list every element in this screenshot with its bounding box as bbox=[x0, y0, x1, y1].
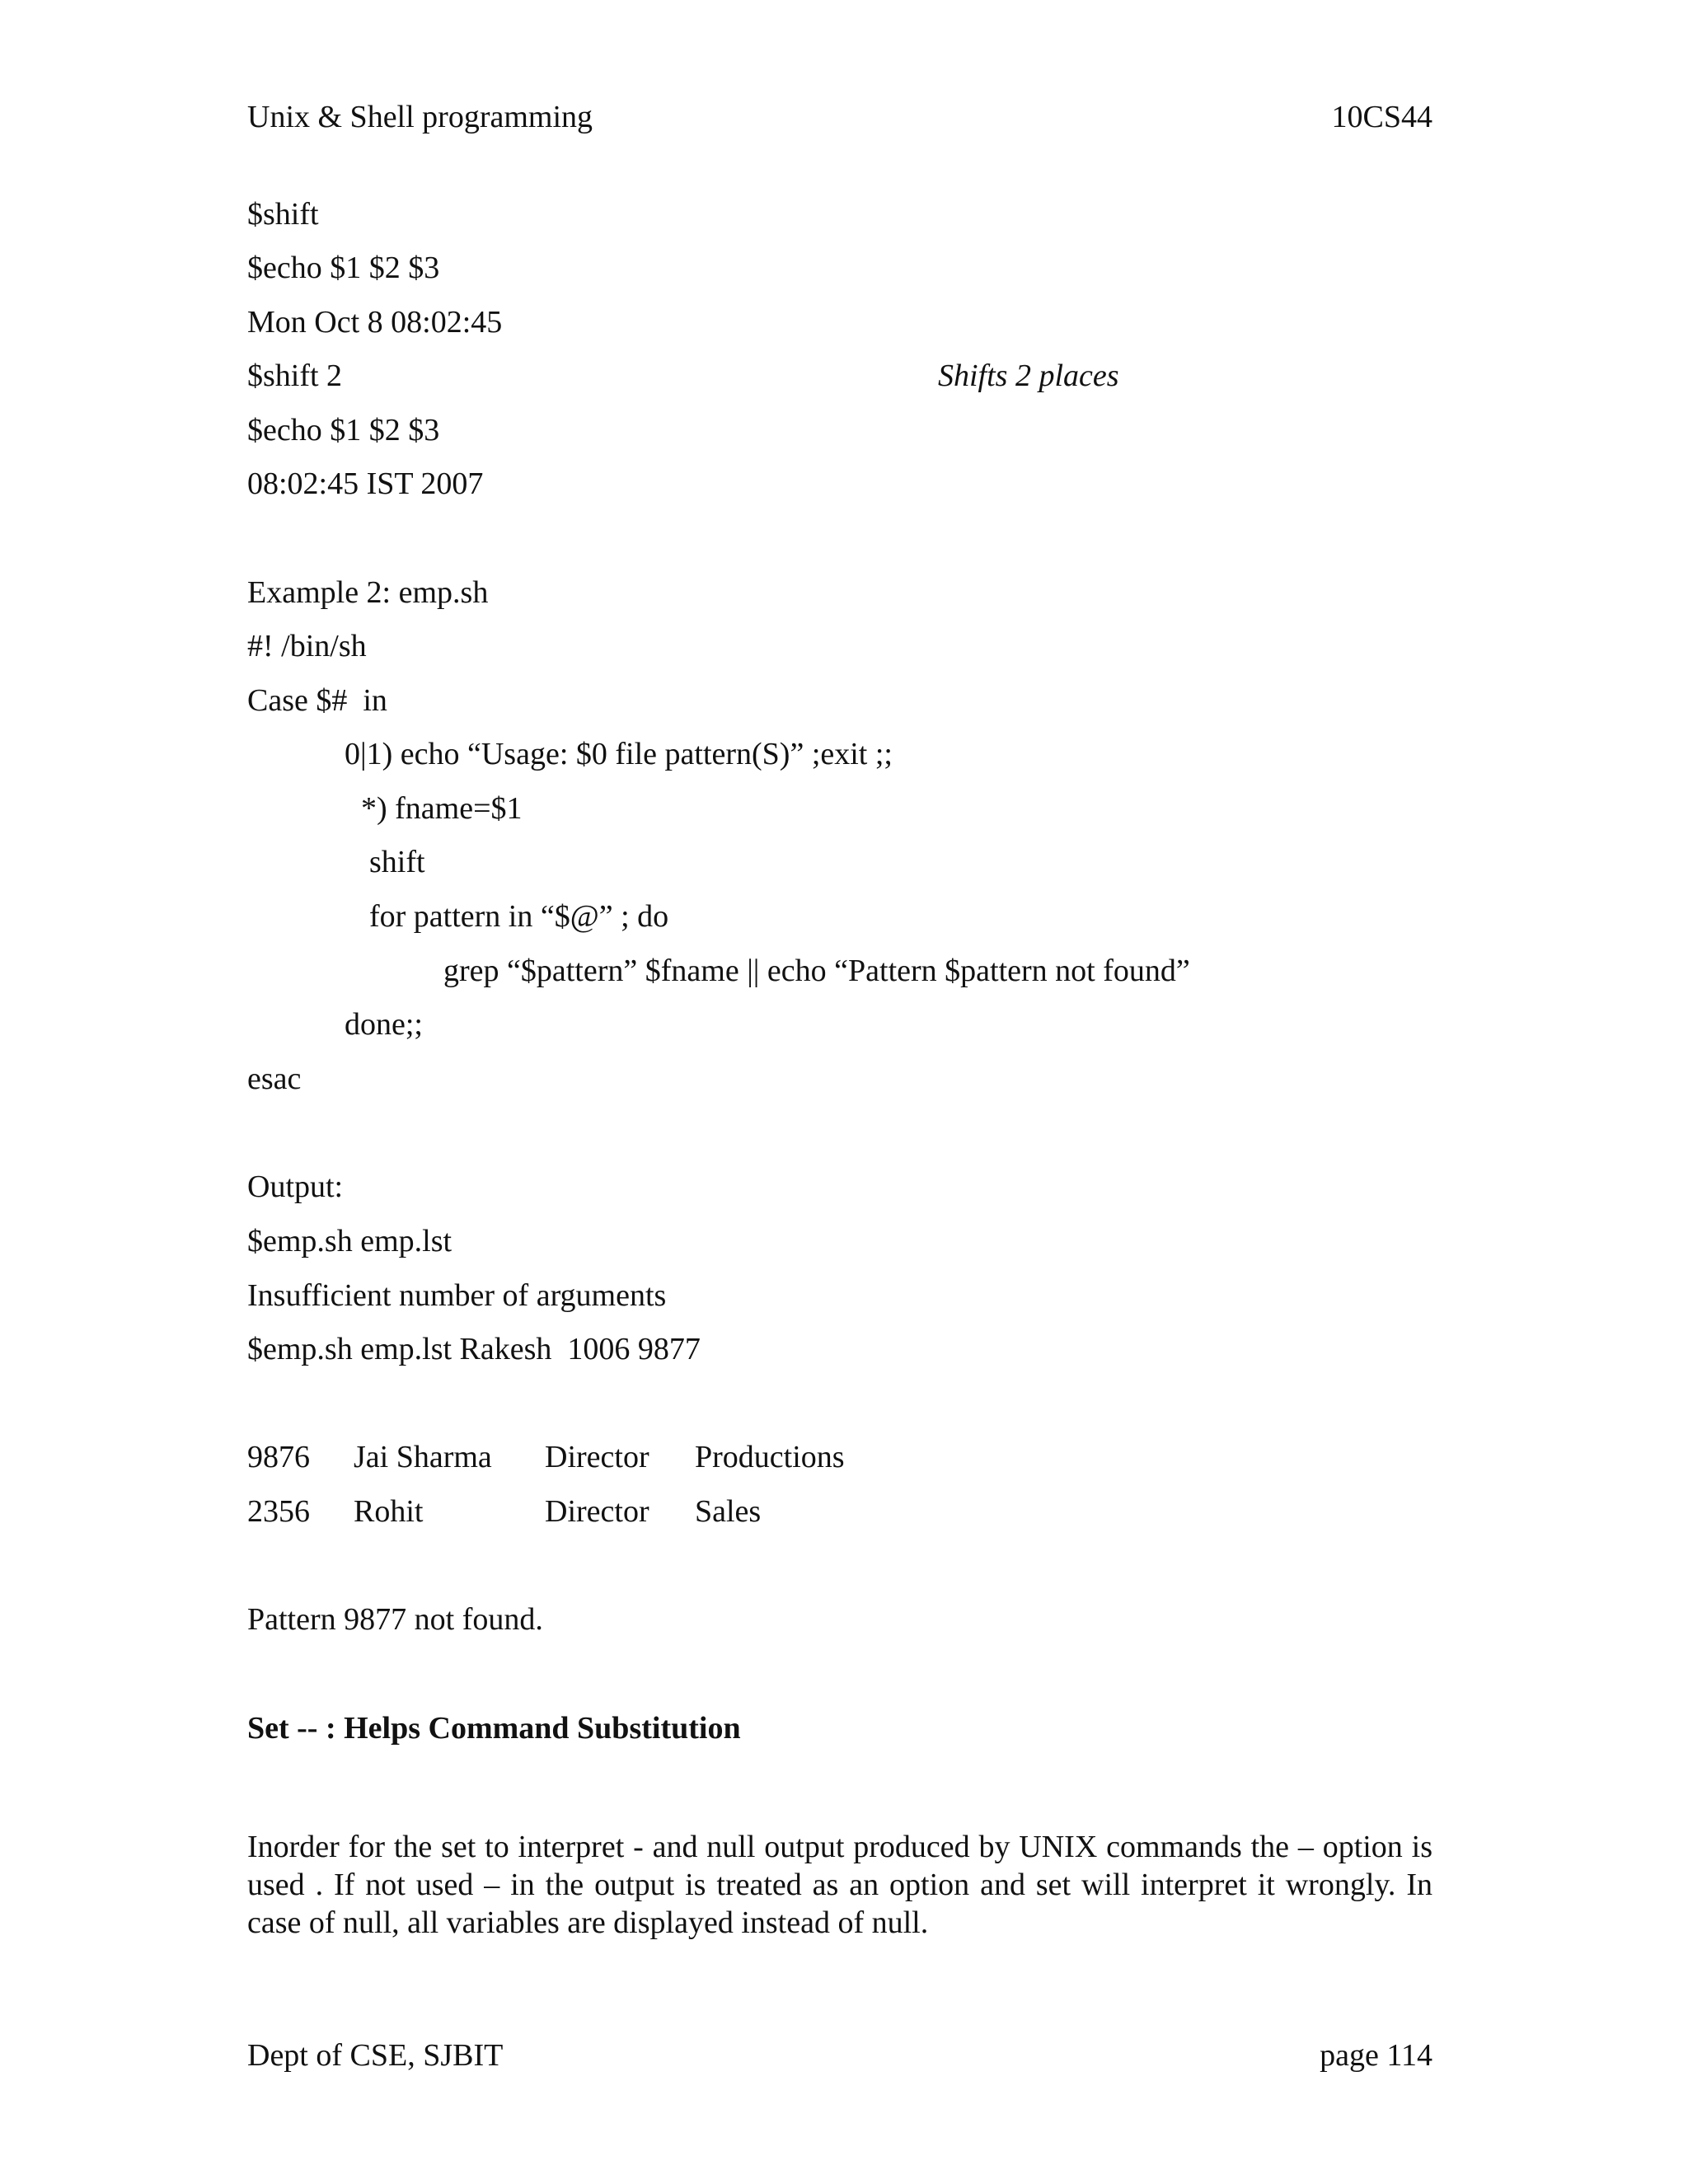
code-line: Case $# in bbox=[247, 683, 387, 718]
example-title: Example 2: emp.sh bbox=[247, 575, 489, 610]
code-line: grep “$pattern” $fname || echo “Pattern $pattern not found” bbox=[443, 954, 1190, 988]
code-line: $echo $1 $2 $3 bbox=[247, 413, 440, 448]
table-cell: Director bbox=[545, 1494, 649, 1529]
table-cell: Sales bbox=[695, 1494, 762, 1529]
code-line: $shift bbox=[247, 197, 319, 232]
section-paragraph: Inorder for the set to interpret - and null output produced by UNIX commands the – option is used . If not used – in the output is treated as an option and set will interpret it wrongly. In case of null, all variables are displayed instead of null. bbox=[247, 1830, 1432, 1940]
output-line: Insufficient number of arguments bbox=[247, 1278, 667, 1313]
code-line: *) fname=$1 bbox=[361, 791, 523, 826]
footer-dept: Dept of CSE, SJBIT bbox=[247, 2038, 504, 2073]
code-line: $echo $1 $2 $3 bbox=[247, 251, 440, 285]
table-cell: 9876 bbox=[247, 1440, 310, 1474]
page-number: page 114 bbox=[1320, 2038, 1432, 2073]
code-line: esac bbox=[247, 1062, 302, 1096]
code-line: #! /bin/sh bbox=[247, 629, 367, 663]
section-heading: Set -- : Helps Command Substitution bbox=[247, 1711, 741, 1746]
table-cell: 2356 bbox=[247, 1494, 310, 1529]
table-cell: Productions bbox=[695, 1440, 845, 1474]
course-code: 10CS44 bbox=[1331, 100, 1432, 134]
annotation: Shifts 2 places bbox=[938, 359, 1119, 393]
table-cell: Jai Sharma bbox=[354, 1440, 492, 1474]
output-line: $emp.sh emp.lst Rakesh 1006 9877 bbox=[247, 1332, 701, 1366]
table-cell: Rohit bbox=[354, 1494, 424, 1529]
output-line: Pattern 9877 not found. bbox=[247, 1602, 543, 1637]
output-line: Mon Oct 8 08:02:45 bbox=[247, 305, 503, 340]
code-line: shift bbox=[369, 845, 425, 879]
header-title: Unix & Shell programming bbox=[247, 100, 593, 134]
output-line: $emp.sh emp.lst bbox=[247, 1224, 452, 1258]
output-line: 08:02:45 IST 2007 bbox=[247, 466, 484, 501]
code-line: $shift 2 bbox=[247, 359, 343, 393]
code-line: for pattern in “$@” ; do bbox=[369, 899, 669, 934]
output-label: Output: bbox=[247, 1169, 344, 1204]
code-line: 0|1) echo “Usage: $0 file pattern(S)” ;exit ;; bbox=[345, 737, 893, 771]
table-cell: Director bbox=[545, 1440, 649, 1474]
code-line: done;; bbox=[345, 1007, 423, 1042]
